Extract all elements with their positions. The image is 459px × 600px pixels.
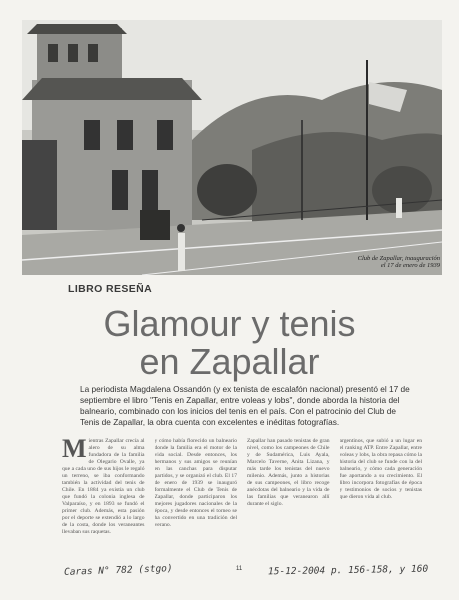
article-body xyxy=(62,438,422,560)
caption-line: el 17 de enero de 1939 xyxy=(380,262,440,269)
club-building-photo xyxy=(22,20,442,275)
body-column-4: argentinos, que subió a un lugar en el ranking ATP. Entre Zapallar, entre voleas y lobs, la obra repasa cómo la historia del club se funde con la del balneario, y cómo cada generación fue aportando a su crecimiento. El libro incorpora fotografías de época y testimonios de socios y tenistas que dieron vida al club. xyxy=(339,438,422,500)
body-column-2: y cómo había florecido un balneario donde la familia era el motor de la vida social. Desde entonces, los hermanos y sus amigos se reunían en las canchas para disputar partidos, y se organizó el club. El 17 de enero de 1939 se inauguró formalmente el Club de Tenis de Zapallar, donde participaron los mejores jugadores nacionales de la época, y desde entonces el torneo se ha convertido en una tradición del verano. xyxy=(154,438,237,528)
caption-line: Club de Zapallar, inauguración xyxy=(357,255,440,262)
handwritten-source-note: Caras N° 782 (stgo) xyxy=(63,563,173,578)
hero-photo xyxy=(22,20,442,275)
article-lead: La periodista Magdalena Ossandón (y ex tenista de escalafón nacional) presentó el 17 de septiembre el libro "Tenis en Zapallar, entre voleas y lobs", donde aborda la historia del balneario, combinado con los inicios del tenis en el país. Con el patrocinio del Club de Tenis de Zapallar, la obra cuenta con excelentes e inéditas fotografías. xyxy=(80,384,410,427)
body-column-1 xyxy=(62,438,145,560)
photo-caption xyxy=(330,255,440,269)
body-column-3: Zapallar han pasado tenistas de gran nivel, como los campeones de Chile y de Sudamérica, Luis Ayala, Marcelo Taverne, Anita Lizana, y más tarde los tenistas del nuevo milenio. Además, junto a historias de sus campeones, el libro recoge anécdotas del balneario y la vida de las familias que veranearon allí durante el siglo. xyxy=(247,438,330,507)
page-number: 11 xyxy=(236,566,243,572)
body-text: ientras Zapallar crecía al alero de su alma fundadora de la familia de Olegario Ovalle, ya que a cada uno de sus hijos le regaló un terreno, se iba conformando también la actividad del tenis de Chile. En 1884 ya existía un club que fundó la colonia inglesa de Valparaíso, y en 1893 se fundó el primer club. Además, esta pasión por el deporte se extendió a lo largo de la costa, donde los veraneantes llevaban sus raquetas. xyxy=(62,438,145,535)
article-title-line2: en Zapallar xyxy=(139,341,320,382)
article-title-line1: Glamour y tenis xyxy=(103,303,356,344)
drop-cap: M xyxy=(62,438,87,463)
handwritten-date-note: 15-12-2004 p. 156-158, y 160 xyxy=(267,563,429,578)
section-label: LIBRO RESEÑA xyxy=(68,283,153,295)
